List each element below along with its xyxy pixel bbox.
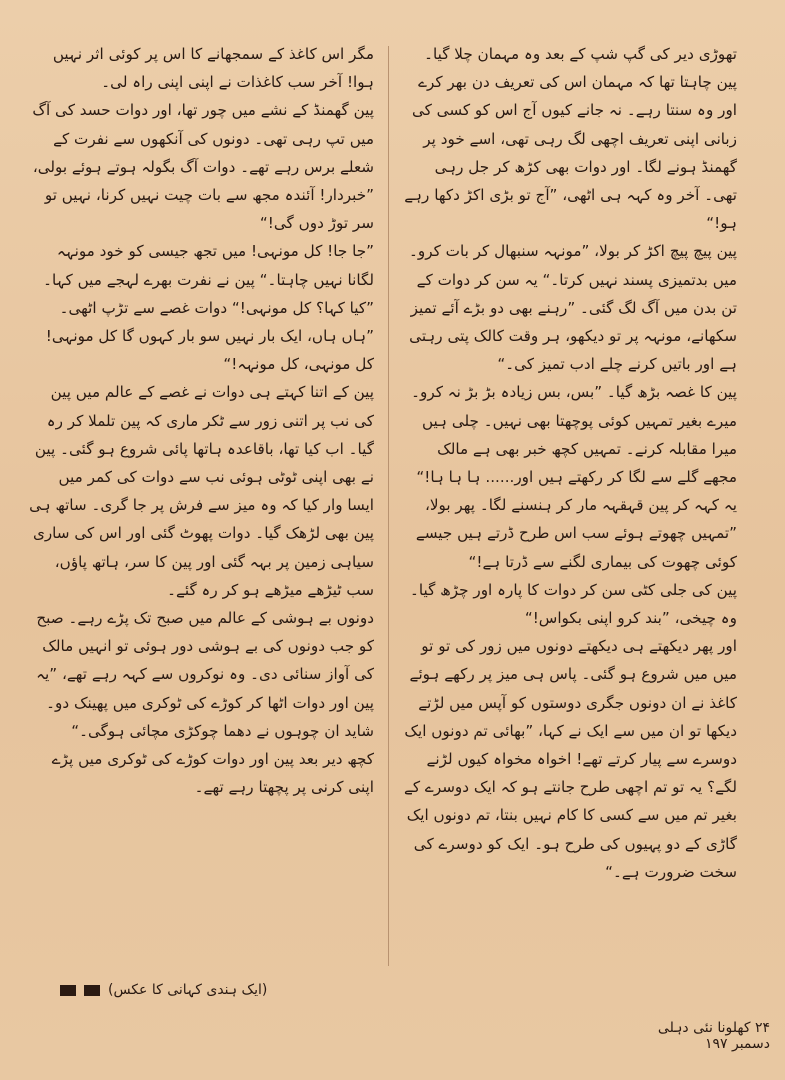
paragraph: پین کے اتنا کہتے ہی دوات نے غصے کے عالم میں پین کی نب پر اتنی زور سے ٹکر ماری کہ پین تلملا کر رہ گیا۔ اب کیا تھا، باقاعدہ ہاتھا پائی شروع ہو گئی۔ پین نے بھی اپنی ٹوٹی ہوئی نب سے دوات کی کمر میں ایسا وار کیا کہ وہ میز سے فرش پر جا گری۔ ساتھ ہی پین بھی لڑھک گیا۔ دوات پھوٹ گئی اور اس کی ساری سیاہی زمین پر بہہ گئی اور پین کا سر، ہاتھ پاؤں، سب ٹیڑھے میڑھے ہو کر رہ گئے۔ [29, 383, 374, 599]
page-footer: ۲۴ کھلونا نئی دہلی دسمبر ۱۹۷ [657, 1020, 770, 1052]
paragraph: کچھ دیر بعد پین اور دوات کوڑے کی ٹوکری میں پڑے اپنی کرنی پر پچھتا رہے تھے۔ [51, 750, 374, 797]
paragraph: پین گھمنڈ کے نشے میں چور تھا، اور دوات حسد کی آگ میں تپ رہی تھی۔ دونوں کی آنکھوں سے نفرت کے شعلے برس رہے تھے۔ دوات آگ بگولہ ہوتے ہوئے بولی، ”خبردار! آئندہ مجھ سے بات چیت نہیں کرنا، نہیں تو سر توڑ دوں گی!“ [32, 101, 374, 233]
paragraph: پین پیچ پیچ اکڑ کر بولا، ”مونہہ سنبھال کر بات کرو۔ میں بدتمیزی پسند نہیں کرتا۔“ یہ سن کر دوات کے تن بدن میں آگ لگ گئی۔ ”رہنے بھی دو بڑے آئے تمیز سکھانے، مونہہ پر تو دیکھو، ہر وقت کالک پتی رہتی ہے اور باتیں کرنے چلے ادب تمیز کی۔“ [409, 242, 737, 374]
source-note [60, 982, 267, 998]
paragraph: مگر اس کاغذ کے سمجھانے کا اس پر کوئی اثر نہیں ہوا! آخر سب کاغذات نے اپنی اپنی راہ لی۔ [52, 45, 374, 92]
paragraph: پین کا غصہ بڑھ گیا۔ ”بس، بس زیادہ بڑ بڑ نہ کرو۔ میرے بغیر تمہیں کوئی پوچھتا بھی نہیں۔ چلی ہیں میرا مقابلہ کرنے۔ تمہیں کچھ خبر بھی ہے مالک مجھے گلے سے لگا کر رکھتے ہیں اور...... ہا ہا ہا!“ یہ کہہ کر پین قہقہہ مار کر ہنسنے لگا۔ پھر بولا، ”تمہیں چھوتے ہوئے سب اس طرح ڈرتے ہیں جیسے کوئی چھوت کی بیماری لگنے سے ڈرتا ہے!“ [411, 383, 737, 571]
paragraph: اور پھر دیکھتے ہی دیکھتے دونوں میں زور کی تو تو میں میں شروع ہو گئی۔ پاس ہی میز پر رکھے ہوئے کاغذ نے ان دونوں جگری دوستوں کو آپس میں لڑتے دیکھا تو ان میں سے ایک نے کہا، ”بھائی تم دونوں ایک دوسرے سے پیار کرتے تھے! اخواہ مخواہ کیوں لڑنے لگے؟ یہ تو تم اچھی طرح جانتے ہو کہ ایک دوسرے کے بغیر تم میں سے کسی کا کام نہیں بنتا، تم دونوں ایک گاڑی کے دو پہیوں کی طرح ہو۔ ایک کو دوسرے کی سخت ضرورت ہے۔“ [403, 637, 737, 881]
paragraph: تھوڑی دیر کی گپ شپ کے بعد وہ مہمان چلا گیا۔ [424, 45, 737, 63]
paragraph: ”جا جا! کل مونہی! میں تجھ جیسی کو خود مونہہ لگانا نہیں چاہتا۔“ پین نے نفرت بھرے لہجے میں کہا۔ [43, 242, 374, 289]
source-note-text: (ایک ہندی کہانی کا عکس) [108, 982, 268, 998]
paragraph: ”ہاں ہاں، ایک بار نہیں سو بار کہوں گا کل مونہی! کل مونہی، کل مونہہ!“ [45, 327, 374, 374]
column-divider [388, 46, 389, 966]
paragraph: پین کی جلی کٹی سن کر دوات کا پارہ اور چڑھ گیا۔ وہ چیخی، ”بند کرو اپنی بکواس!“ [410, 580, 737, 628]
paragraph: پین چاہتا تھا کہ مہمان اس کی تعریف دن بھر کرے اور وہ سنتا رہے۔ نہ جانے کیوں آج اس کو کسی کی زبانی اپنی تعریف اچھی لگ رہی تھی، اسے خود پر گھمنڈ ہونے لگا۔ اور دوات بھی کڑھ کر جل رہی تھی۔ آخر وہ کہہ ہی اٹھی، ”آج تو بڑی اکڑ دکھا رہے ہو!“ [404, 73, 737, 233]
paragraph: ”کیا کہا؟ کل مونہی!“ دوات غصے سے تڑپ اٹھی۔ [59, 298, 374, 317]
end-mark-icon [60, 985, 76, 996]
paragraph: دونوں بے ہوشی کے عالم میں صبح تک پڑے رہے۔ صبح کو جب دونوں کی بے ہوشی دور ہوئی تو انہیں مالک کی آواز سنائی دی۔ وہ نوکروں سے کہہ رہے تھے، ”یہ پین اور دوات اٹھا کر کوڑے کی ٹوکری میں پھینک دو۔ شاید ان چوہوں نے دھما چوکڑی مچائی ہوگی۔“ [36, 609, 374, 740]
right-column [402, 40, 737, 990]
end-mark-icon [84, 985, 100, 996]
left-column [28, 40, 374, 990]
